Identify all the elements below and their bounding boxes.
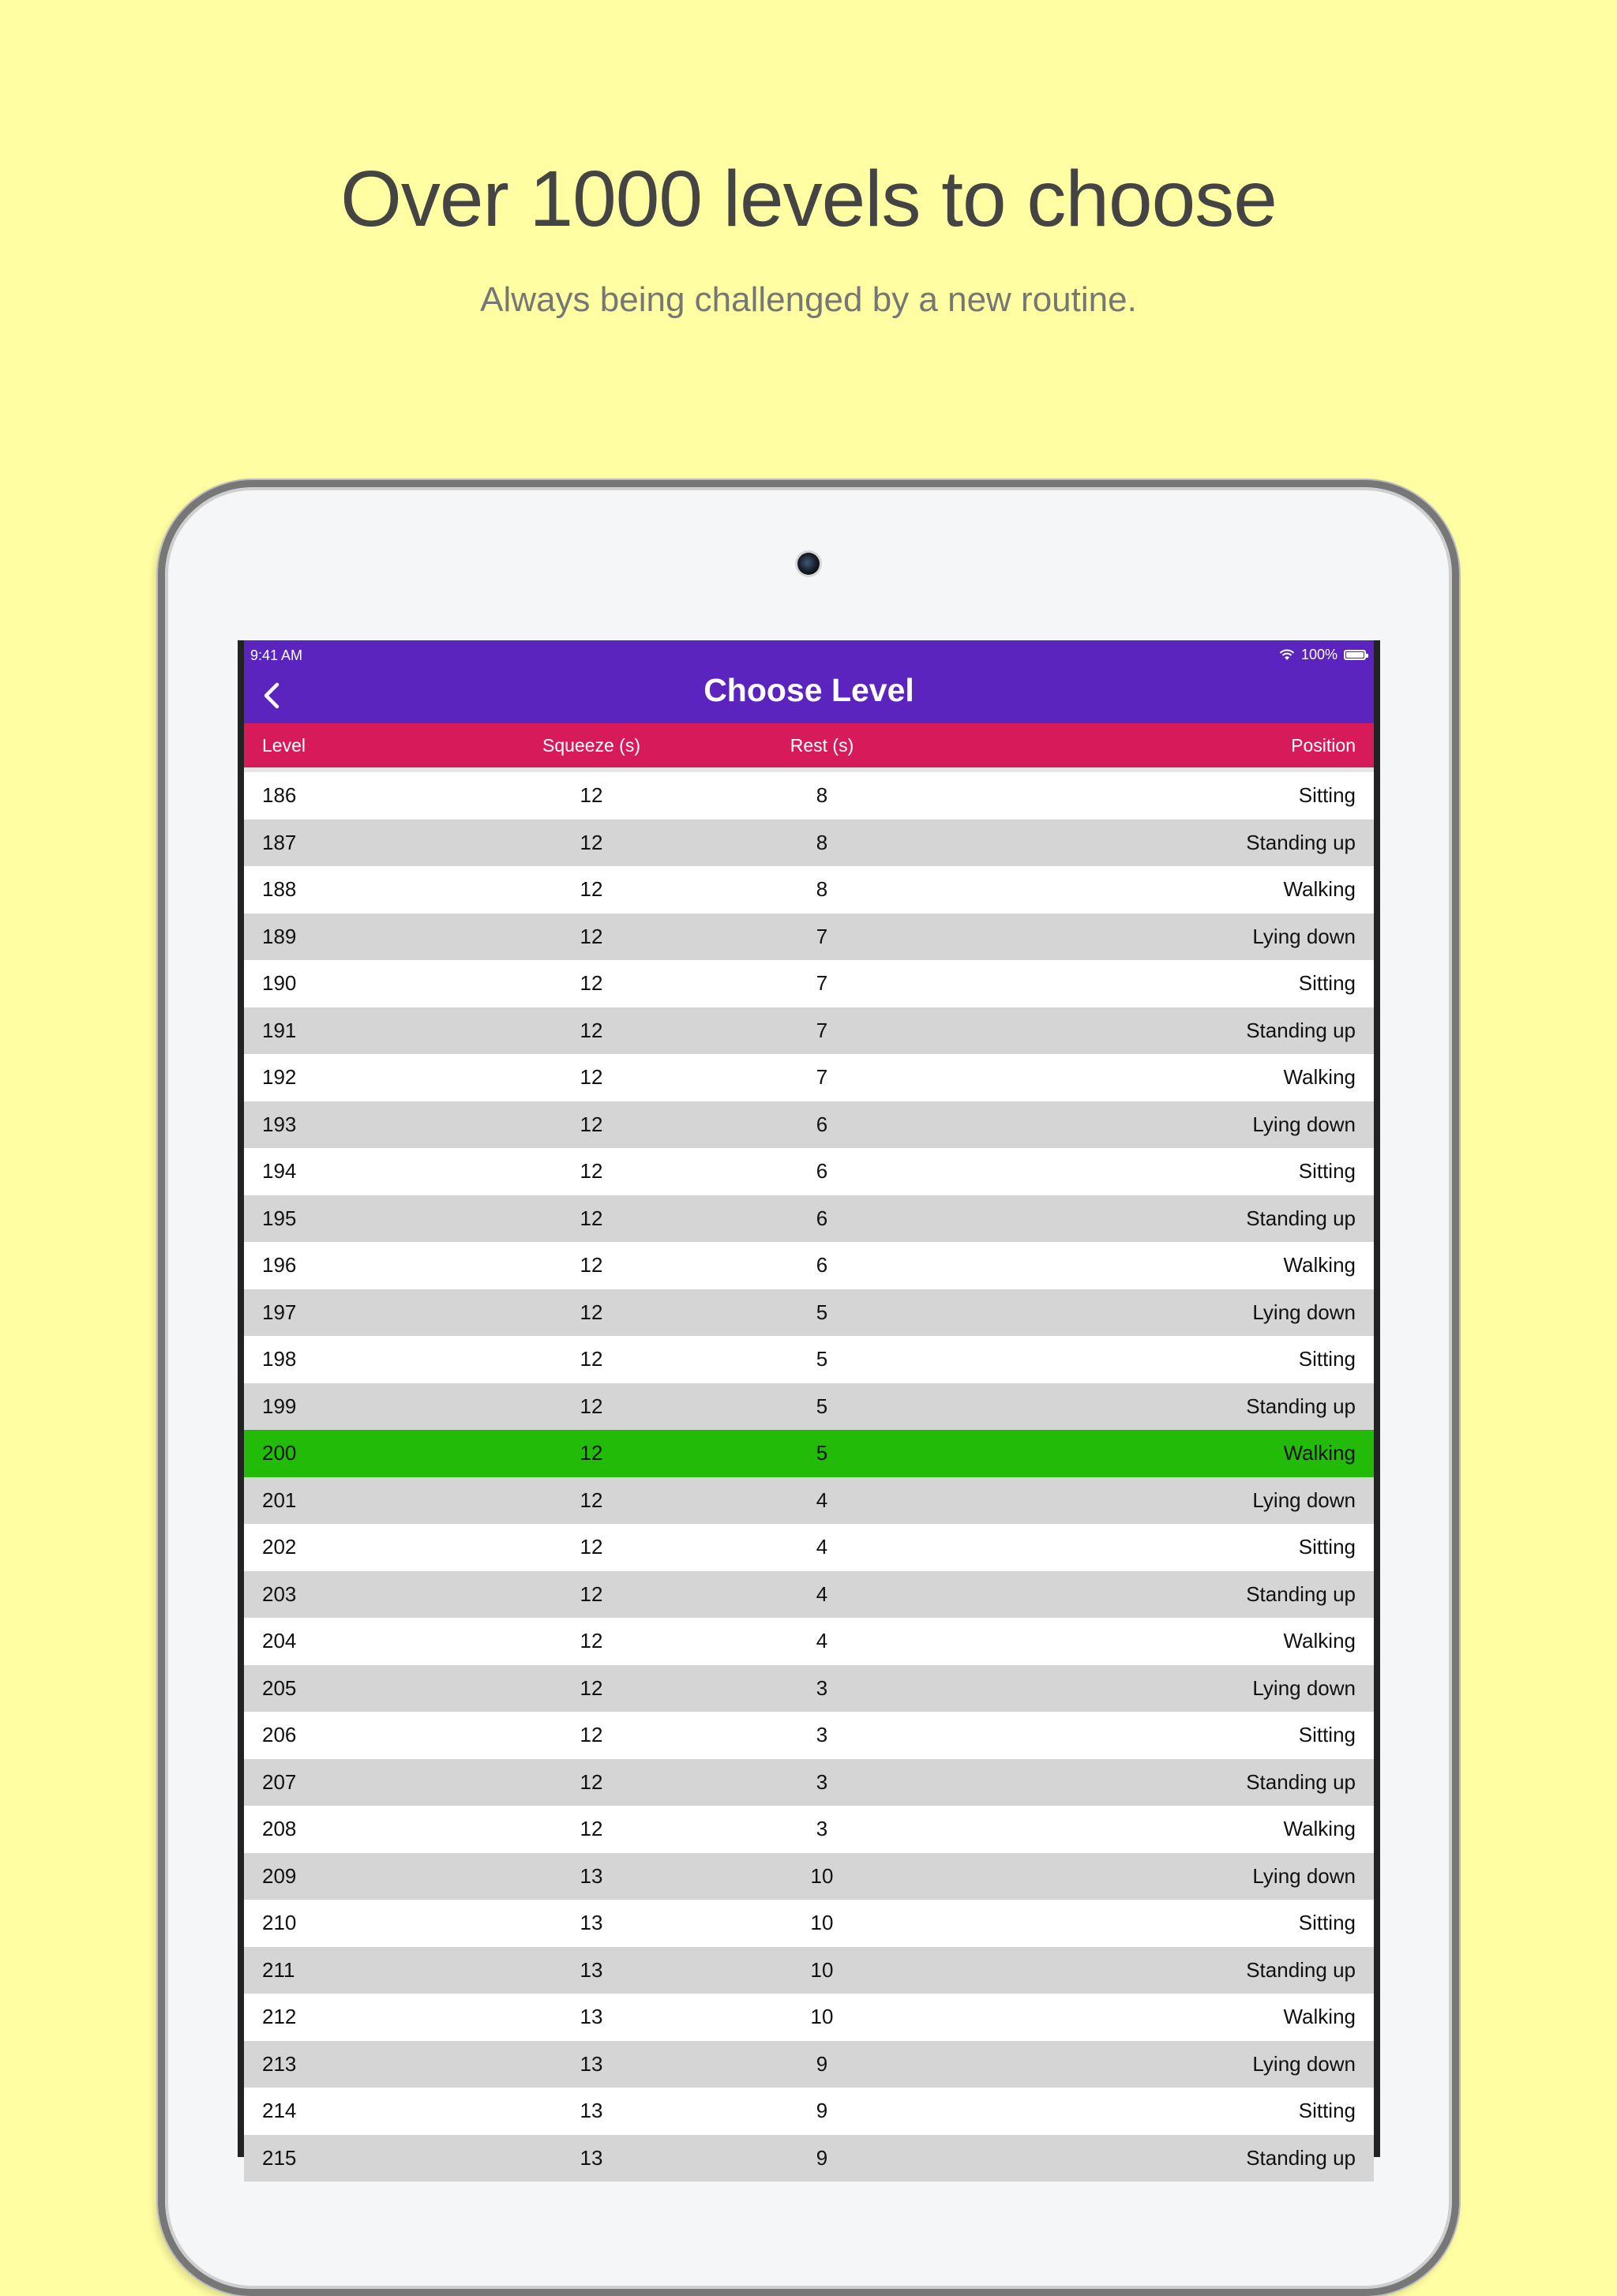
cell-squeeze: 13	[580, 2099, 603, 2123]
cell-squeeze: 12	[580, 1018, 603, 1042]
app-screen	[244, 640, 1374, 2170]
cell-position: Walking	[1283, 877, 1356, 902]
table-row[interactable]	[244, 1853, 1374, 1900]
cell-squeeze: 12	[580, 1675, 603, 1700]
cell-rest: 6	[816, 1206, 828, 1230]
cell-position: Walking	[1283, 1065, 1356, 1090]
cell-rest: 5	[816, 1394, 828, 1418]
cell-level: 204	[262, 1629, 297, 1653]
cell-squeeze: 12	[580, 1394, 603, 1418]
cell-level: 189	[262, 924, 297, 948]
table-row[interactable]	[244, 1618, 1374, 1665]
table-row[interactable]	[244, 1477, 1374, 1525]
table-row[interactable]	[244, 1336, 1374, 1383]
cell-rest: 9	[816, 2051, 828, 2076]
cell-level: 205	[262, 1675, 297, 1700]
cell-level: 195	[262, 1206, 297, 1230]
cell-position: Walking	[1283, 2005, 1356, 2029]
status-time: 9:41 AM	[250, 647, 303, 663]
cell-rest: 5	[816, 1300, 828, 1324]
cell-level: 200	[262, 1441, 297, 1465]
cell-level: 206	[262, 1723, 297, 1747]
cell-position: Walking	[1283, 1441, 1356, 1465]
cell-position: Lying down	[1252, 1300, 1356, 1324]
cell-rest: 6	[816, 1112, 828, 1136]
cell-position: Standing up	[1246, 1206, 1356, 1230]
table-row[interactable]	[244, 1242, 1374, 1289]
cell-rest: 7	[816, 1065, 828, 1090]
front-camera	[797, 553, 820, 575]
level-list	[244, 772, 1374, 2182]
cell-level: 196	[262, 1253, 297, 1277]
cell-level: 214	[262, 2099, 297, 2123]
table-row[interactable]	[244, 1195, 1374, 1243]
cell-position: Standing up	[1246, 830, 1356, 854]
cell-level: 199	[262, 1394, 297, 1418]
table-row[interactable]	[244, 1007, 1374, 1055]
cell-position: Sitting	[1298, 1347, 1356, 1371]
cell-position: Sitting	[1298, 783, 1356, 808]
promo-subheadline: Always being challenged by a new routine.	[480, 280, 1137, 319]
cell-squeeze: 12	[580, 1253, 603, 1277]
cell-squeeze: 12	[580, 830, 603, 854]
column-header-level[interactable]: Level	[262, 734, 306, 756]
cell-position: Walking	[1283, 1817, 1356, 1841]
cell-position: Walking	[1283, 1253, 1356, 1277]
cell-squeeze: 12	[580, 783, 603, 808]
table-row[interactable]	[244, 914, 1374, 961]
cell-rest: 3	[816, 1769, 828, 1794]
table-row[interactable]	[244, 960, 1374, 1007]
table-row-selected[interactable]	[244, 1430, 1374, 1477]
cell-rest: 9	[816, 2099, 828, 2123]
cell-squeeze: 12	[580, 1629, 603, 1653]
cell-rest: 7	[816, 924, 828, 948]
cell-level: 211	[262, 1957, 295, 1982]
cell-squeeze: 12	[580, 1441, 603, 1465]
cell-level: 203	[262, 1581, 297, 1606]
cell-level: 213	[262, 2051, 297, 2076]
battery-icon	[1344, 650, 1366, 660]
cell-squeeze: 13	[580, 1863, 603, 1888]
battery-percent: 100%	[1300, 647, 1337, 662]
cell-rest: 3	[816, 1723, 828, 1747]
cell-rest: 10	[810, 1863, 834, 1888]
column-header-position[interactable]: Position	[1291, 734, 1356, 756]
cell-squeeze: 12	[580, 1206, 603, 1230]
cell-squeeze: 12	[580, 1065, 603, 1090]
table-row[interactable]	[244, 1524, 1374, 1571]
table-row[interactable]	[244, 820, 1374, 867]
cell-position: Standing up	[1246, 1957, 1356, 1982]
cell-squeeze: 13	[580, 2145, 603, 2170]
cell-rest: 3	[816, 1675, 828, 1700]
cell-squeeze: 12	[580, 1723, 603, 1747]
cell-level: 193	[262, 1112, 297, 1136]
cell-position: Standing up	[1246, 1769, 1356, 1794]
table-row[interactable]	[244, 1712, 1374, 1759]
cell-squeeze: 12	[580, 1581, 603, 1606]
table-row[interactable]	[244, 1900, 1374, 1947]
cell-level: 207	[262, 1769, 297, 1794]
cell-position: Lying down	[1252, 2051, 1356, 2076]
page-title: Choose Level	[703, 672, 914, 708]
cell-level: 190	[262, 971, 297, 996]
cell-squeeze: 12	[580, 1112, 603, 1136]
cell-rest: 6	[816, 1159, 828, 1184]
cell-rest: 8	[816, 783, 828, 808]
cell-level: 212	[262, 2005, 297, 2029]
cell-squeeze: 13	[580, 1911, 603, 1935]
cell-position: Lying down	[1252, 1488, 1356, 1512]
table-row[interactable]	[244, 1571, 1374, 1619]
table-row[interactable]	[244, 2041, 1374, 2088]
cell-rest: 4	[816, 1488, 828, 1512]
table-row[interactable]	[244, 1101, 1374, 1149]
cell-rest: 8	[816, 830, 828, 854]
cell-level: 215	[262, 2145, 297, 2170]
cell-rest: 7	[816, 971, 828, 996]
cell-rest: 9	[816, 2145, 828, 2170]
cell-level: 198	[262, 1347, 297, 1371]
cell-position: Standing up	[1246, 2145, 1356, 2170]
cell-position: Standing up	[1246, 1394, 1356, 1418]
cell-position: Lying down	[1252, 1863, 1356, 1888]
cell-position: Sitting	[1298, 1911, 1356, 1935]
status-bar	[244, 640, 1374, 667]
nav-bar	[244, 640, 1374, 723]
wifi-icon	[1279, 649, 1295, 661]
cell-position: Sitting	[1298, 2099, 1356, 2123]
cell-level: 194	[262, 1159, 297, 1184]
column-header-rest[interactable]: Rest (s)	[790, 734, 854, 756]
status-indicators	[1279, 647, 1366, 663]
cell-position: Standing up	[1246, 1018, 1356, 1042]
cell-level: 187	[262, 830, 297, 854]
cell-squeeze: 12	[580, 924, 603, 948]
cell-position: Walking	[1283, 1629, 1356, 1653]
cell-position: Sitting	[1298, 1159, 1356, 1184]
table-row[interactable]	[244, 772, 1374, 820]
cell-squeeze: 12	[580, 877, 603, 902]
cell-position: Sitting	[1298, 1535, 1356, 1559]
cell-rest: 10	[810, 2005, 834, 2029]
table-row[interactable]	[244, 866, 1374, 914]
cell-rest: 4	[816, 1629, 828, 1653]
table-row[interactable]	[244, 1665, 1374, 1713]
cell-level: 208	[262, 1817, 297, 1841]
table-row[interactable]	[244, 1994, 1374, 2041]
cell-level: 210	[262, 1911, 297, 1935]
table-row[interactable]	[244, 1759, 1374, 1806]
cell-rest: 4	[816, 1535, 828, 1559]
cell-level: 197	[262, 1300, 297, 1324]
cell-squeeze: 12	[580, 1535, 603, 1559]
device-screen	[238, 640, 1380, 2170]
table-row[interactable]	[244, 2088, 1374, 2135]
cell-level: 209	[262, 1863, 297, 1888]
column-header-squeeze[interactable]: Squeeze (s)	[542, 734, 640, 756]
cell-squeeze: 12	[580, 1300, 603, 1324]
cell-rest: 5	[816, 1347, 828, 1371]
cell-position: Sitting	[1298, 1723, 1356, 1747]
cell-squeeze: 13	[580, 2051, 603, 2076]
table-row[interactable]	[244, 2135, 1374, 2182]
table-row[interactable]	[244, 1947, 1374, 1994]
cell-level: 202	[262, 1535, 297, 1559]
cell-squeeze: 12	[580, 1488, 603, 1512]
table-row[interactable]	[244, 1383, 1374, 1431]
cell-rest: 10	[810, 1957, 834, 1982]
promo-headline: Over 1000 levels to choose	[340, 155, 1277, 243]
cell-level: 186	[262, 783, 297, 808]
cell-rest: 5	[816, 1441, 828, 1465]
cell-position: Standing up	[1246, 1581, 1356, 1606]
cell-squeeze: 12	[580, 1817, 603, 1841]
table-row[interactable]	[244, 1806, 1374, 1853]
cell-position: Lying down	[1252, 1112, 1356, 1136]
cell-squeeze: 12	[580, 1769, 603, 1794]
cell-position: Lying down	[1252, 924, 1356, 948]
cell-position: Sitting	[1298, 971, 1356, 996]
cell-level: 191	[262, 1018, 297, 1042]
cell-position: Lying down	[1252, 1675, 1356, 1700]
cell-rest: 10	[810, 1911, 834, 1935]
cell-level: 188	[262, 877, 297, 902]
cell-squeeze: 12	[580, 1159, 603, 1184]
cell-rest: 7	[816, 1018, 828, 1042]
cell-squeeze: 13	[580, 1957, 603, 1982]
cell-level: 201	[262, 1488, 297, 1512]
table-row[interactable]	[244, 1289, 1374, 1337]
cell-rest: 8	[816, 877, 828, 902]
cell-rest: 6	[816, 1253, 828, 1277]
cell-squeeze: 12	[580, 1347, 603, 1371]
cell-level: 192	[262, 1065, 297, 1090]
table-header	[244, 723, 1374, 767]
cell-squeeze: 12	[580, 971, 603, 996]
cell-rest: 3	[816, 1817, 828, 1841]
table-row[interactable]	[244, 1054, 1374, 1101]
cell-squeeze: 13	[580, 2005, 603, 2029]
table-row[interactable]	[244, 1148, 1374, 1195]
cell-rest: 4	[816, 1581, 828, 1606]
